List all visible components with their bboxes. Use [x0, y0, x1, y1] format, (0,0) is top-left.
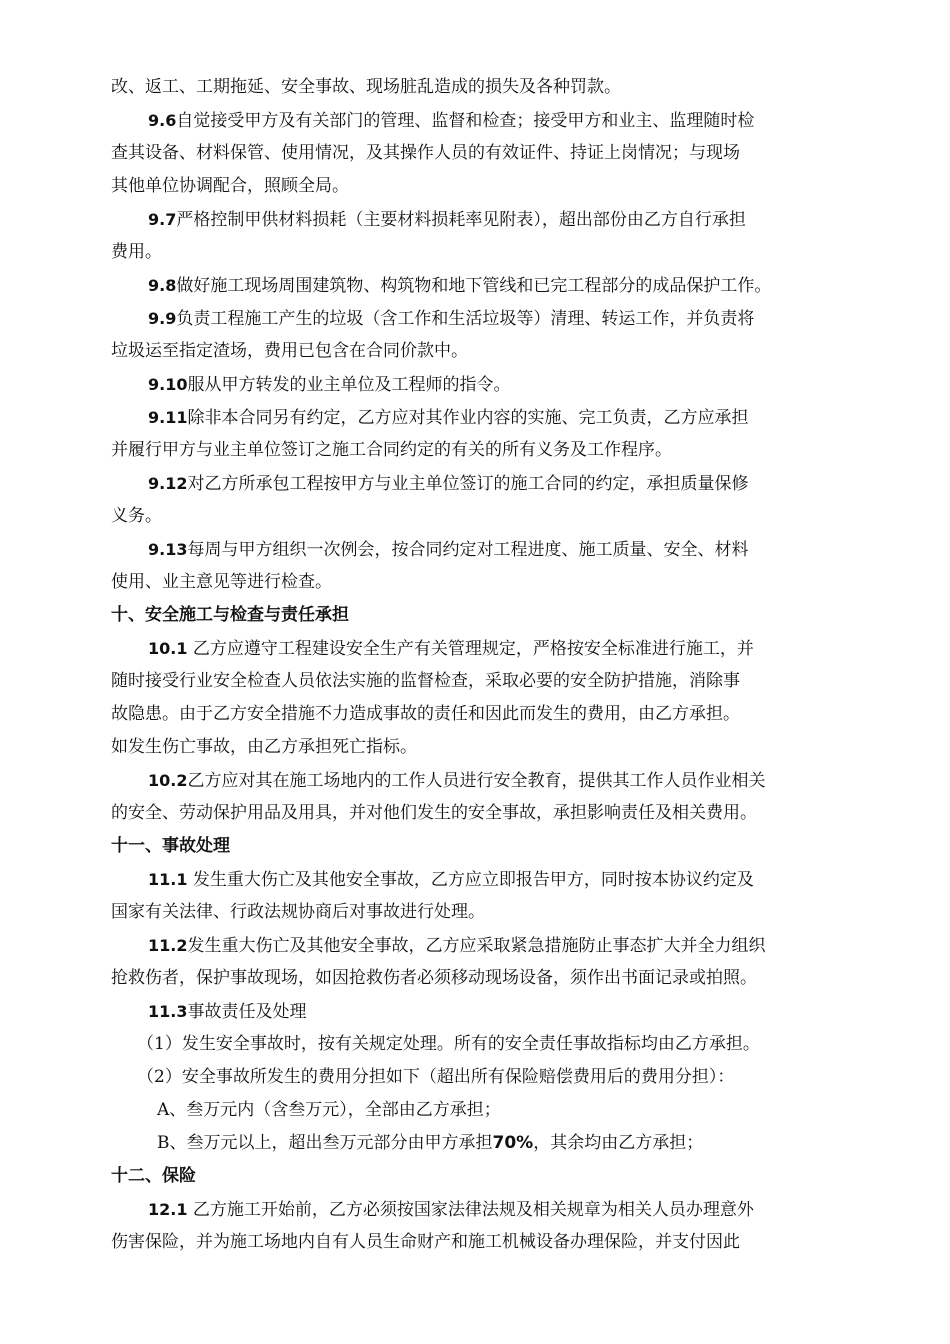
line-text: （1）发生安全事故时，按有关规定处理。所有的安全责任事故指标均由乙方承担。 [137, 1034, 760, 1054]
line-text: 并履行甲方与业主单位签订之施工合同约定的有关的所有义务及工作程序。 [111, 440, 672, 460]
text-line [111, 1127, 851, 1160]
clause-number: 9.11 [148, 408, 188, 427]
line-text: 改、返工、工期拖延、安全事故、现场脏乱造成的损失及各种罚款。 [111, 77, 621, 97]
text-line [111, 302, 851, 335]
text-line [111, 665, 851, 698]
text-line [111, 104, 851, 137]
line-text: 费用。 [111, 242, 162, 262]
text-line [111, 269, 851, 302]
clause-number: 11.3 [148, 1002, 188, 1021]
line-text: 伤害保险，并为施工场地内自有人员生命财产和施工机械设备办理保险，并支付因此 [111, 1232, 740, 1252]
text-line [111, 1094, 851, 1127]
text-line [111, 203, 851, 236]
text-line [111, 71, 851, 104]
line-text: 乙方应遵守工程建设安全生产有关管理规定，严格按安全标准进行施工，并 [187, 639, 754, 659]
clause-number: 9.10 [148, 375, 188, 394]
text-line [111, 434, 851, 467]
clause-number: 9.6 [148, 111, 177, 130]
line-text: 乙方施工开始前，乙方必须按国家法律法规及相关规章为相关人员办理意外 [187, 1200, 754, 1220]
text-line [111, 335, 851, 368]
text-line [111, 764, 851, 797]
clause-number: 9.9 [148, 309, 177, 328]
clause-number: 11.2 [148, 936, 188, 955]
line-text: A、叁万元内（含叁万元），全部由乙方承担； [157, 1100, 501, 1120]
text-line [111, 1028, 851, 1061]
clause-number: 9.12 [148, 474, 188, 493]
text-line [111, 863, 851, 896]
line-text: 其他单位协调配合，照顾全局。 [111, 176, 349, 196]
line-text: 自觉接受甲方及有关部门的管理、监督和检查；接受甲方和业主、监理随时检 [176, 111, 755, 131]
line-text: 故隐患。由于乙方安全措施不力造成事故的责任和因此而发生的费用，由乙方承担。 [111, 704, 740, 724]
text-line [111, 170, 851, 203]
text-line [111, 1226, 851, 1259]
line-text: 发生重大伤亡及其他安全事故，乙方应采取紧急措施防止事态扩大并全力组织 [187, 936, 766, 956]
line-text: 随时接受行业安全检查人员依法实施的监督检查，采取必要的安全防护措施，消除事 [111, 671, 740, 691]
text-line [111, 698, 851, 731]
text-line [111, 797, 851, 830]
clause-number: 10.1 [148, 639, 188, 658]
line-text: 使用、业主意见等进行检查。 [111, 572, 332, 592]
text-line [111, 500, 851, 533]
line-text: 如发生伤亡事故，由乙方承担死亡指标。 [111, 737, 417, 757]
text-line [111, 1061, 851, 1094]
text-line [111, 137, 851, 170]
line-text: （2）安全事故所发生的费用分担如下（超出所有保险赔偿费用后的费用分担）： [137, 1067, 735, 1087]
clause-number: 12.1 [148, 1200, 188, 1219]
line-text: 负责工程施工产生的垃圾（含工作和生活垃圾等）清理、转运工作，并负责将 [176, 309, 755, 329]
text-line [111, 962, 851, 995]
line-text: 乙方应对其在施工场地内的工作人员进行安全教育，提供其工作人员作业相关 [187, 771, 766, 791]
line-text: 发生重大伤亡及其他安全事故，乙方应立即报告甲方，同时按本协议约定及 [187, 870, 754, 890]
document-page [111, 71, 851, 1259]
line-text: 义务。 [111, 506, 162, 526]
text-line [111, 1193, 851, 1226]
line-text: 服从甲方转发的业主单位及工程师的指令。 [187, 375, 511, 395]
text-line [111, 401, 851, 434]
section-heading [111, 830, 851, 863]
clause-number: 10.2 [148, 771, 188, 790]
line-text: 抢救伤者，保护事故现场，如因抢救伤者必须移动现场设备，须作出书面记录或拍照。 [111, 968, 757, 988]
line-text: 的安全、劳动保护用品及用具，并对他们发生的安全事故，承担影响责任及相关费用。 [111, 803, 757, 823]
clause-number: 9.13 [148, 540, 188, 559]
clause-number: 11.1 [148, 870, 188, 889]
text-line [111, 566, 851, 599]
line-text: 垃圾运至指定渣场，费用已包含在合同价款中。 [111, 341, 468, 361]
line-text: 每周与甲方组织一次例会，按合同约定对工程进度、施工质量、安全、材料 [187, 540, 749, 560]
text-line [111, 467, 851, 500]
text-line [111, 632, 851, 665]
text-line [111, 731, 851, 764]
text-line [111, 896, 851, 929]
clause-number: 9.8 [148, 276, 177, 295]
section-heading [111, 1160, 851, 1193]
line-text: 十、安全施工与检查与责任承担 [111, 605, 349, 625]
text-line [111, 236, 851, 269]
text-line [111, 368, 851, 401]
bold-percent: 70% [492, 1133, 534, 1153]
text-line [111, 929, 851, 962]
clause-number: 9.7 [148, 210, 177, 229]
section-heading [111, 599, 851, 632]
line-text: B、叁万元以上，超出叁万元部分由甲方承担 [157, 1133, 493, 1153]
line-text: 十二、保险 [111, 1166, 196, 1186]
text-line [111, 995, 851, 1028]
line-text: 国家有关法律、行政法规协商后对事故进行处理。 [111, 902, 485, 922]
line-text: 事故责任及处理 [187, 1002, 307, 1022]
line-text: 除非本合同另有约定，乙方应对其作业内容的实施、完工负责，乙方应承担 [187, 408, 749, 428]
line-text: 做好施工现场周围建筑物、构筑物和地下管线和已完工程部分的成品保护工作。 [176, 276, 772, 296]
line-text: 十一、事故处理 [111, 836, 230, 856]
line-text: 对乙方所承包工程按甲方与业主单位签订的施工合同的约定，承担质量保修 [187, 474, 749, 494]
line-text-tail: ，其余均由乙方承担； [533, 1133, 704, 1153]
line-text: 查其设备、材料保管、使用情况，及其操作人员的有效证件、持证上岗情况；与现场 [111, 143, 740, 163]
line-text: 严格控制甲供材料损耗（主要材料损耗率见附表），超出部份由乙方自行承担 [176, 210, 746, 230]
text-line [111, 533, 851, 566]
